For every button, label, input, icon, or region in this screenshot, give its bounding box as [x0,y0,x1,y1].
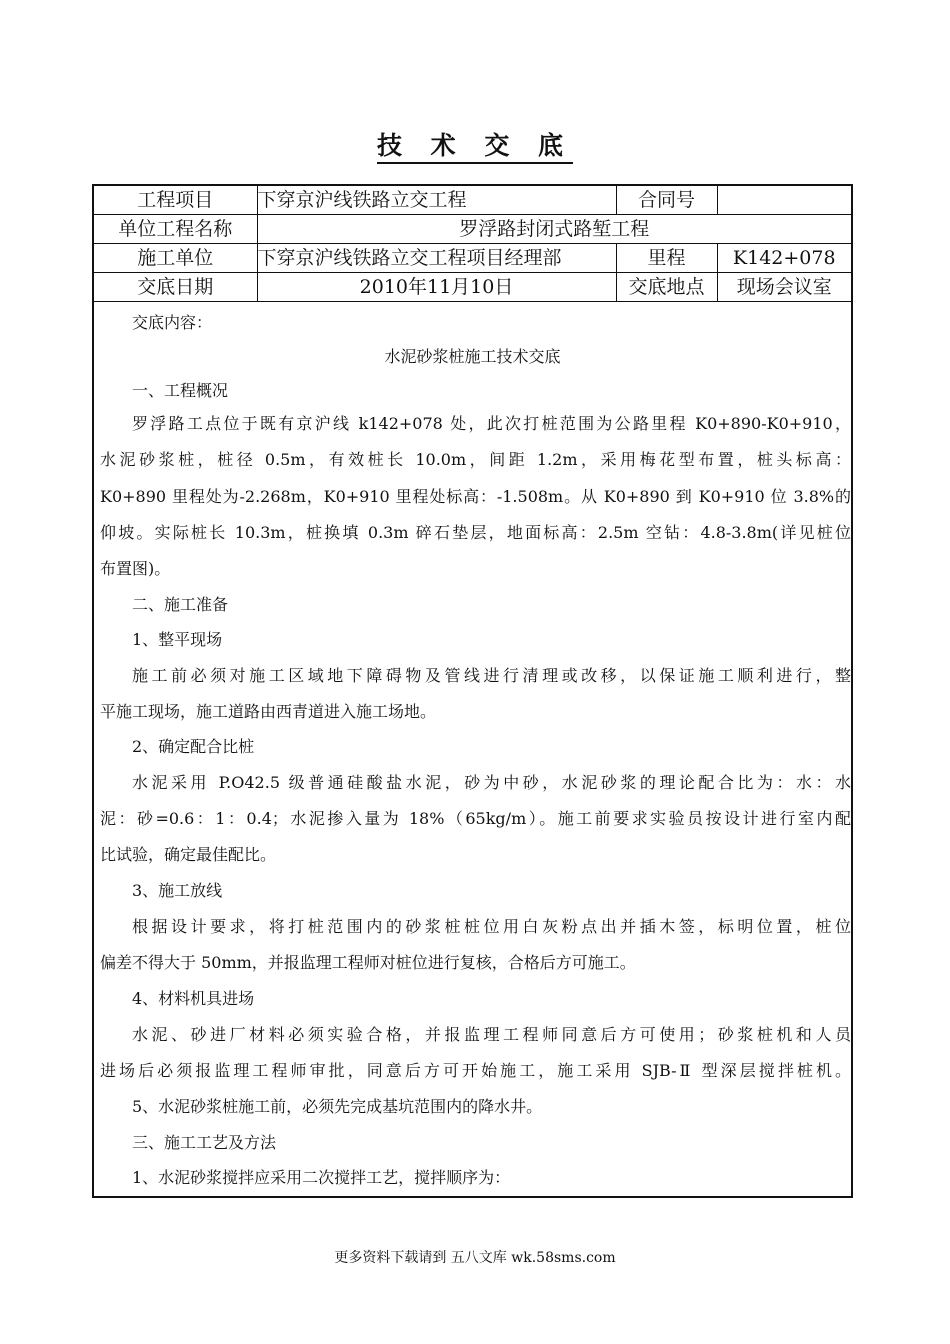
label-contractor: 施工单位 [94,244,257,273]
paragraph-line: 泥：砂=0.6：1：0.4；水泥掺入量为 18%（65kg/m）。施工前要求实验员按设计进行室内配 [100,809,851,828]
subsection-heading: 2、确定配合比桩 [132,737,255,756]
paragraph-line: 平施工现场，施工道路由西青道进入施工场地。 [100,702,437,721]
paragraph-line: 水泥采用 P.O42.5 级普通硅酸盐水泥，砂为中砂，水泥砂浆的理论配合比为：水：水 [132,773,851,792]
row-contractor [94,244,851,273]
label-mileage: 里程 [616,244,717,273]
label-unit-project: 单位工程名称 [94,215,257,244]
header-table [94,186,851,302]
disclosure-form [92,184,853,1198]
value-location: 现场会议室 [717,273,851,302]
paragraph-line: 比试验，确定最佳配比。 [100,845,277,864]
section-heading: 三、施工工艺及方法 [132,1133,277,1152]
paragraph-line: 根据设计要求，将打桩范围内的砂浆桩桩位用白灰粉点出并插木签，标明位置，桩位 [132,917,851,936]
paragraph-line: 施工前必须对施工区域地下障碍物及管线进行清理或改移，以保证施工顺利进行，整 [132,666,851,685]
footer-text: 更多资料下载请到 五八文库 wk.58sms.com [334,1250,616,1266]
value-mileage: K142+078 [717,244,851,273]
paragraph-line: 罗浮路工点位于既有京沪线 k142+078 处，此次打桩范围为公路里程 K0+890-K0+910， [132,414,851,433]
row-project [94,186,851,215]
value-contract-no [717,186,851,215]
row-date [94,273,851,302]
label-location: 交底地点 [616,273,717,302]
subsection-heading: 1、整平现场 [132,630,223,649]
section-heading: 二、施工准备 [132,595,229,614]
value-date: 2010年11月10日 [257,273,616,302]
value-project: 下穿京沪线铁路立交工程 [257,186,616,215]
paragraph-line: 布置图)。 [100,559,171,578]
section-heading: 一、工程概况 [132,381,229,400]
subsection-heading: 3、施工放线 [132,881,223,900]
label-contract-no: 合同号 [616,186,717,215]
paragraph-line: 水泥、砂进厂材料必须实验合格，并报监理工程师同意后方可使用；砂浆桩机和人员 [132,1025,851,1044]
label-date: 交底日期 [94,273,257,302]
row-unit-project [94,215,851,244]
paragraph-line: 仰坡。实际桩长 10.3m，桩换填 0.3m 碎石垫层，地面标高：2.5m 空钻：4.8-3.8m(详见桩位 [100,523,851,542]
intro-label: 交底内容： [132,313,213,332]
subsection-heading: 1、水泥砂浆搅拌应采用二次搅拌工艺，搅拌顺序为： [132,1168,511,1187]
subsection-heading: 5、水泥砂浆桩施工前，必须先完成基坑范围内的降水井。 [132,1097,543,1116]
paragraph-line: 进场后必须报监理工程师审批，同意后方可开始施工，施工采用 SJB-Ⅱ 型深层搅拌桩机。 [100,1061,851,1080]
label-project: 工程项目 [94,186,257,215]
subsection-heading: 4、材料机具进场 [132,989,255,1008]
paragraph-line: 偏差不得大于 50mm，并报监理工程师对桩位进行复核，合格后方可施工。 [100,953,636,972]
content-subtitle: 水泥砂浆桩施工技术交底 [384,347,561,366]
paragraph-line: 水泥砂浆桩，桩径 0.5m，有效桩长 10.0m，间距 1.2m，采用梅花型布置，桩头标高： [100,450,851,469]
value-unit-project: 罗浮路封闭式路堑工程 [257,215,851,244]
value-contractor: 下穿京沪线铁路立交工程项目经理部 [257,244,616,273]
paragraph-line: K0+890 里程处为-2.268m，K0+910 里程处标高：-1.508m。从 K0+890 到 K0+910 位 3.8%的 [100,487,851,506]
document-title: 技 术 交 底 [0,126,950,162]
